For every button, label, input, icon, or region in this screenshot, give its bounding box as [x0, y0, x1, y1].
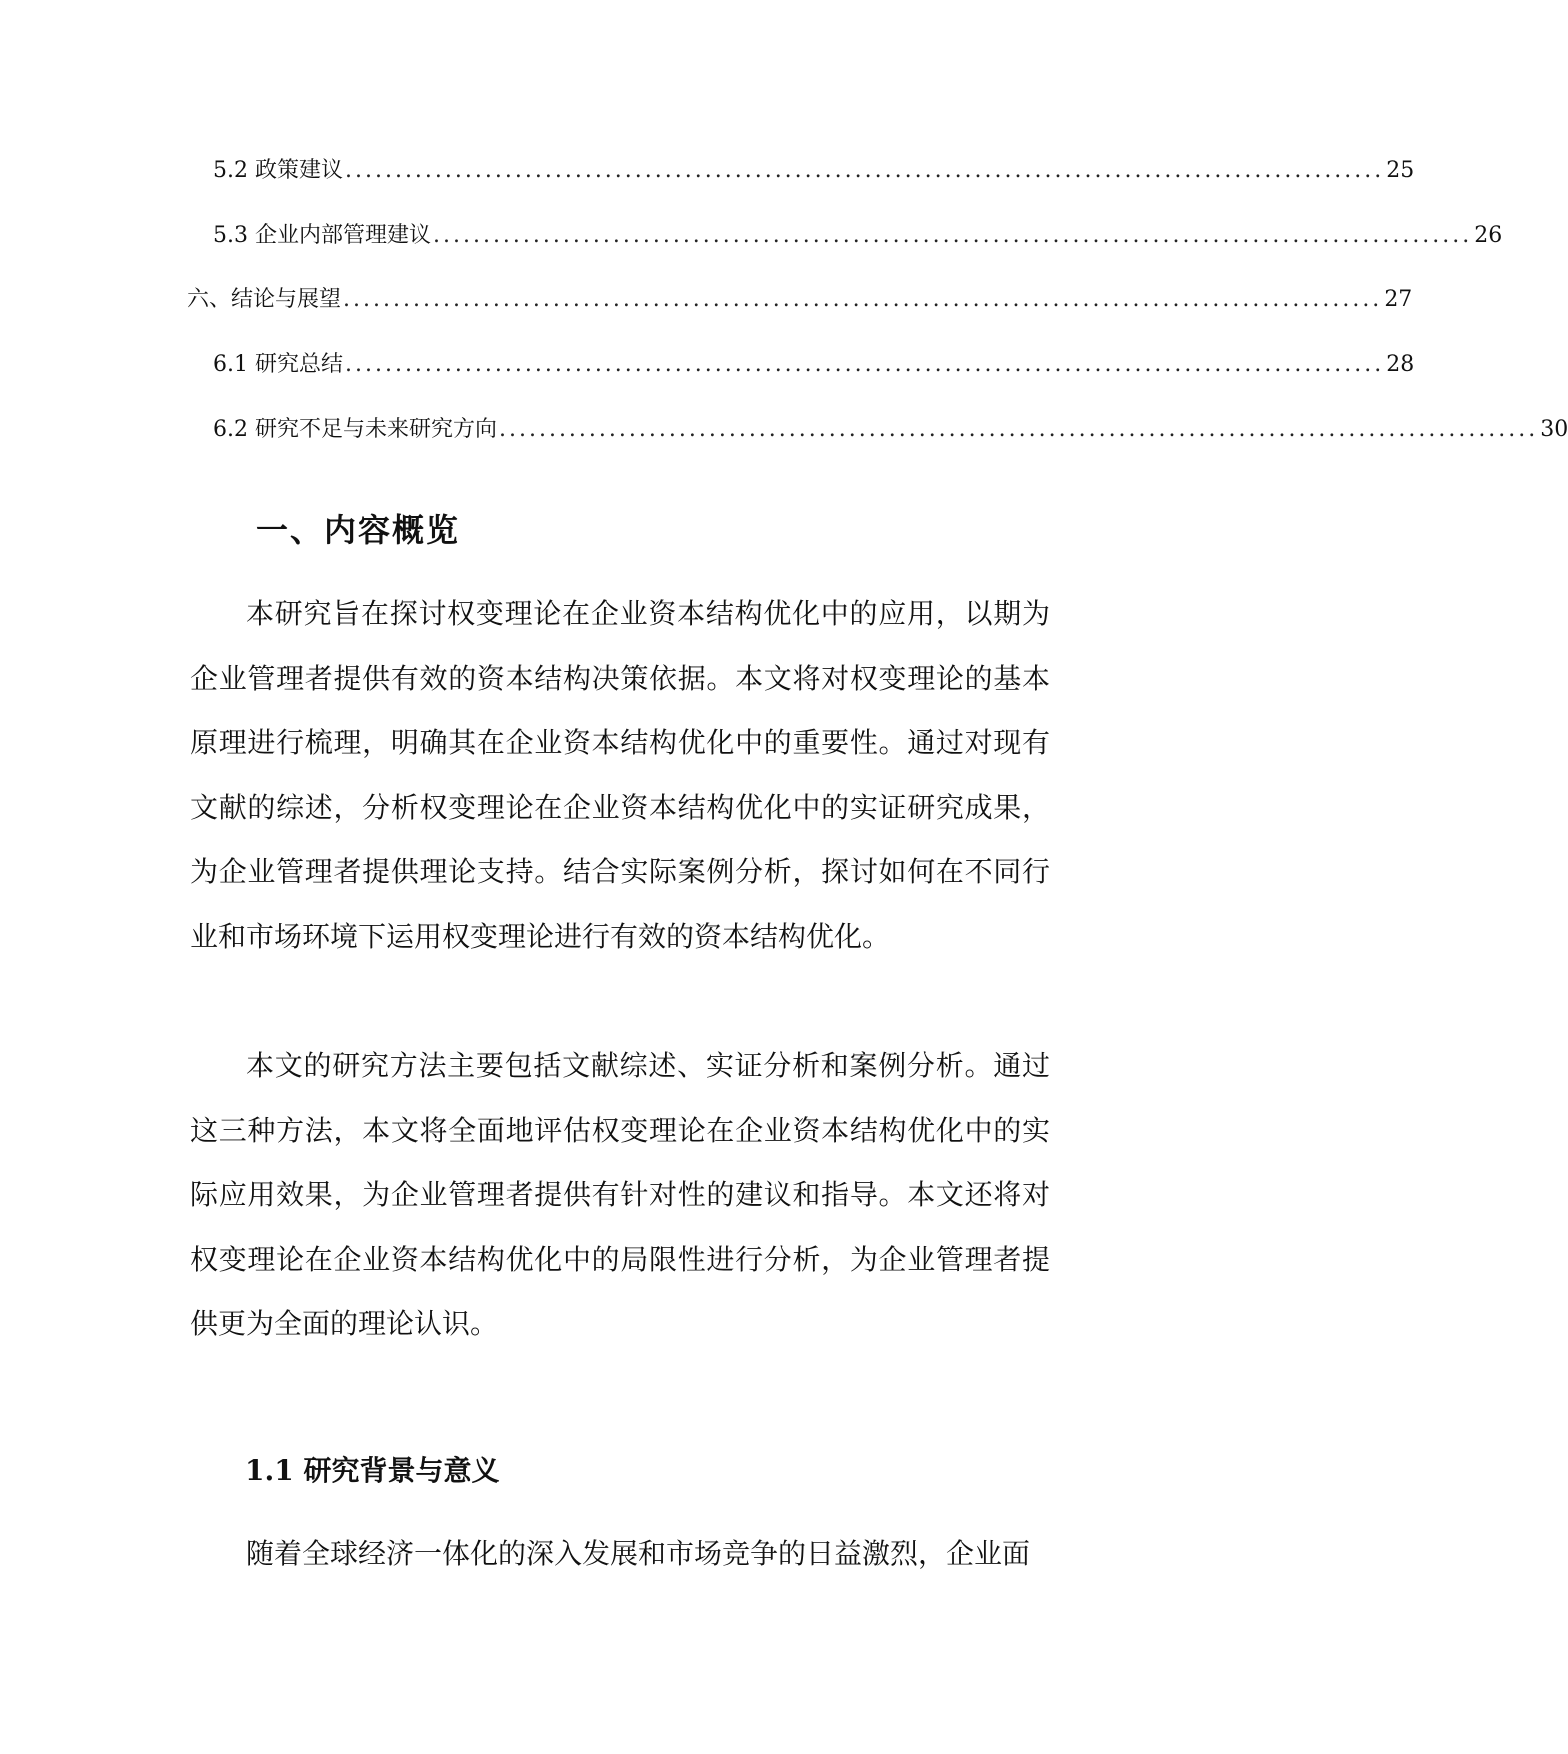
toc-entry-label: 5.2 政策建议 — [213, 158, 343, 183]
body-paragraph: 本研究旨在探讨权变理论在企业资本结构优化中的应用，以期为企业管理者提供有效的资本结构决策依据。本文将对权变理论的基本原理进行梳理，明确其在企业资本结构优化中的重要性。通过对现有文献的综述，分析权变理论在企业资本结构优化中的实证研究成果，为企业管理者提供理论支持。结合实际案例分析，探讨如何在不同行业和市场环境下运用权变理论进行有效的资本结构优化。 — [190, 597, 1050, 953]
toc-entry[interactable] — [213, 153, 1415, 184]
toc-entry[interactable] — [213, 218, 1503, 249]
toc-leader-dots: ........................................................................................................ — [498, 417, 1539, 442]
toc-entry-page: 26 — [1474, 223, 1503, 248]
toc-leader-dots: ........................................................................................................ — [343, 287, 1383, 312]
section-heading: 一、内容概览 — [256, 511, 461, 549]
toc-entry-label: 六、结论与展望 — [187, 287, 342, 312]
toc-leader-dots: ........................................................................................................ — [344, 158, 1385, 183]
toc-leader-dots: ........................................................................................................ — [344, 352, 1385, 377]
toc-entry[interactable] — [213, 412, 1568, 443]
subsection-heading: 1.1 研究背景与意义 — [245, 1454, 500, 1487]
body-paragraph: 本文的研究方法主要包括文献综述、实证分析和案例分析。通过这三种方法，本文将全面地评估权变理论在企业资本结构优化中的实际应用效果，为企业管理者提供有针对性的建议和指导。本文还将对权变理论在企业资本结构优化中的局限性进行分析，为企业管理者提供更为全面的理论认识。 — [190, 1049, 1050, 1340]
toc-leader-dots: ........................................................................................................ — [432, 223, 1473, 248]
toc-entry-page: 28 — [1386, 352, 1415, 377]
toc-entry[interactable] — [187, 282, 1413, 313]
toc-entry[interactable] — [213, 347, 1415, 378]
toc-entry-page: 27 — [1384, 287, 1413, 312]
toc-entry-page: 30 — [1540, 417, 1568, 442]
toc-entry-page: 25 — [1386, 158, 1415, 183]
body-paragraph: 随着全球经济一体化的深入发展和市场竞争的日益激烈，企业面 — [246, 1537, 1031, 1570]
toc-entry-label: 6.1 研究总结 — [213, 352, 343, 377]
toc-entry-label: 6.2 研究不足与未来研究方向 — [213, 417, 497, 442]
toc-entry-label: 5.3 企业内部管理建议 — [213, 223, 431, 248]
